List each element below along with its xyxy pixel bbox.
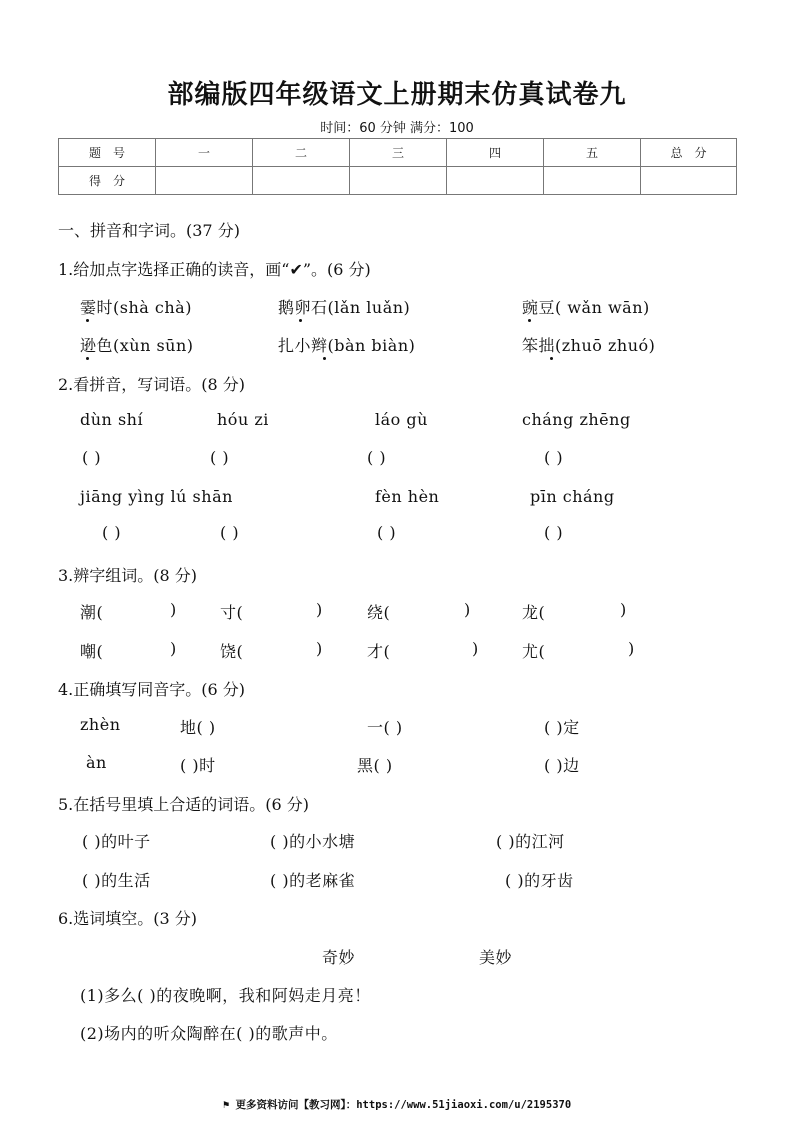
q3-char: 嘲( (80, 642, 104, 661)
emphasis-dot (299, 319, 302, 322)
q3-title: 3.辨字组词。(8 分) (58, 566, 198, 585)
q2-pinyin: fèn hèn (375, 487, 440, 506)
section-1-title: 一、拼音和字词。(37 分) (58, 221, 240, 240)
q1-item-4: 逊色(xùn sūn) (80, 336, 194, 355)
exam-info: 时间：60 分钟 满分：100 (320, 121, 474, 136)
q2-blank[interactable]: ( ) (102, 523, 122, 542)
header-cell: 总 分 (641, 139, 737, 167)
q3-char: 饶( (220, 642, 244, 661)
score-cell[interactable] (253, 167, 350, 195)
q2-pinyin: hóu zi (217, 410, 269, 429)
q3-close: ) (316, 639, 323, 658)
header-cell: 一 (156, 139, 253, 167)
q3-close: ) (620, 600, 627, 619)
score-cell[interactable] (350, 167, 447, 195)
flag-icon: ⚑ (222, 1099, 230, 1111)
q2-pinyin: dùn shí (80, 410, 144, 429)
footer-link[interactable]: 更多资料访问【教习网】：https://www.51jiaoxi.com/u/2195370 (235, 1099, 572, 1111)
q3-close: ) (464, 600, 471, 619)
q2-pinyin: jiāng yìng lú shān (80, 487, 233, 506)
q3-char: 尤( (522, 642, 546, 661)
score-row (59, 167, 737, 195)
score-label: 得 分 (59, 167, 156, 195)
q5-item[interactable]: ( )的叶子 (82, 832, 151, 851)
q1-item-2: 鹅卵石(lǎn luǎn) (278, 298, 411, 317)
q4-pinyin: àn (86, 753, 107, 772)
q3-char: 潮( (80, 603, 104, 622)
score-cell[interactable] (544, 167, 641, 195)
q6-choice: 奇妙 (322, 948, 356, 967)
q2-blank[interactable]: ( ) (367, 448, 387, 467)
q5-title: 5.在括号里填上合适的词语。(6 分) (58, 795, 310, 814)
q1-item-3: 豌豆( wǎn wān) (522, 298, 650, 317)
header-cell: 三 (350, 139, 447, 167)
q3-char: 绕( (367, 603, 391, 622)
q5-item[interactable]: ( )的生活 (82, 871, 151, 890)
q2-blank[interactable]: ( ) (544, 448, 564, 467)
header-cell: 题 号 (59, 139, 156, 167)
q5-item[interactable]: ( )的牙齿 (505, 871, 574, 890)
footer (0, 1097, 794, 1112)
q2-pinyin: cháng zhēng (522, 410, 631, 429)
q2-blank[interactable]: ( ) (220, 523, 240, 542)
q4-blank[interactable]: 地( ) (180, 718, 216, 737)
q6-sentence-2[interactable]: (2)场内的听众陶醉在( )的歌声中。 (80, 1024, 338, 1043)
q3-close: ) (472, 639, 479, 658)
q3-close: ) (628, 639, 635, 658)
q4-blank[interactable]: 一( ) (367, 718, 403, 737)
q5-item[interactable]: ( )的江河 (496, 832, 565, 851)
q1-title: 1.给加点字选择正确的读音，画“✔”。(6 分) (58, 260, 371, 279)
emphasis-dot (323, 357, 326, 360)
score-table (58, 138, 737, 195)
q6-title: 6.选词填空。(3 分) (58, 909, 198, 928)
emphasis-dot (86, 319, 89, 322)
q5-item[interactable]: ( )的小水塘 (270, 832, 356, 851)
q3-close: ) (170, 639, 177, 658)
score-cell[interactable] (447, 167, 544, 195)
q2-blank[interactable]: ( ) (210, 448, 230, 467)
header-cell: 二 (253, 139, 350, 167)
q4-blank[interactable]: 黑( ) (357, 756, 393, 775)
q2-pinyin: láo gù (375, 410, 428, 429)
q4-pinyin: zhèn (80, 715, 121, 734)
q3-char: 寸( (220, 603, 244, 622)
header-cell: 四 (447, 139, 544, 167)
q2-pinyin: pīn cháng (530, 487, 615, 506)
page-title: 部编版四年级语文上册期末仿真试卷九 (167, 80, 627, 110)
q2-blank[interactable]: ( ) (544, 523, 564, 542)
q4-blank[interactable]: ( )定 (544, 718, 580, 737)
q2-blank[interactable]: ( ) (377, 523, 397, 542)
score-cell[interactable] (156, 167, 253, 195)
q6-sentence-1[interactable]: (1)多么( )的夜晚啊，我和阿妈走月亮！ (80, 986, 371, 1005)
q4-blank[interactable]: ( )边 (544, 756, 580, 775)
emphasis-dot (86, 357, 89, 360)
q3-close: ) (170, 600, 177, 619)
q2-title: 2.看拼音，写词语。(8 分) (58, 375, 246, 394)
q1-item-5: 扎小辫(bàn biàn) (278, 336, 416, 355)
q6-choice: 美妙 (479, 948, 513, 967)
q3-char: 龙( (522, 603, 546, 622)
score-cell[interactable] (641, 167, 737, 195)
q1-item-1: 霎时(shà chà) (80, 298, 192, 317)
score-header-row (59, 139, 737, 167)
q2-blank[interactable]: ( ) (82, 448, 102, 467)
q4-blank[interactable]: ( )时 (180, 756, 216, 775)
header-cell: 五 (544, 139, 641, 167)
q1-item-6: 笨拙(zhuō zhuó) (522, 336, 656, 355)
q3-close: ) (316, 600, 323, 619)
q5-item[interactable]: ( )的老麻雀 (270, 871, 356, 890)
emphasis-dot (550, 357, 553, 360)
emphasis-dot (528, 319, 531, 322)
q4-title: 4.正确填写同音字。(6 分) (58, 680, 246, 699)
q3-char: 才( (367, 642, 391, 661)
